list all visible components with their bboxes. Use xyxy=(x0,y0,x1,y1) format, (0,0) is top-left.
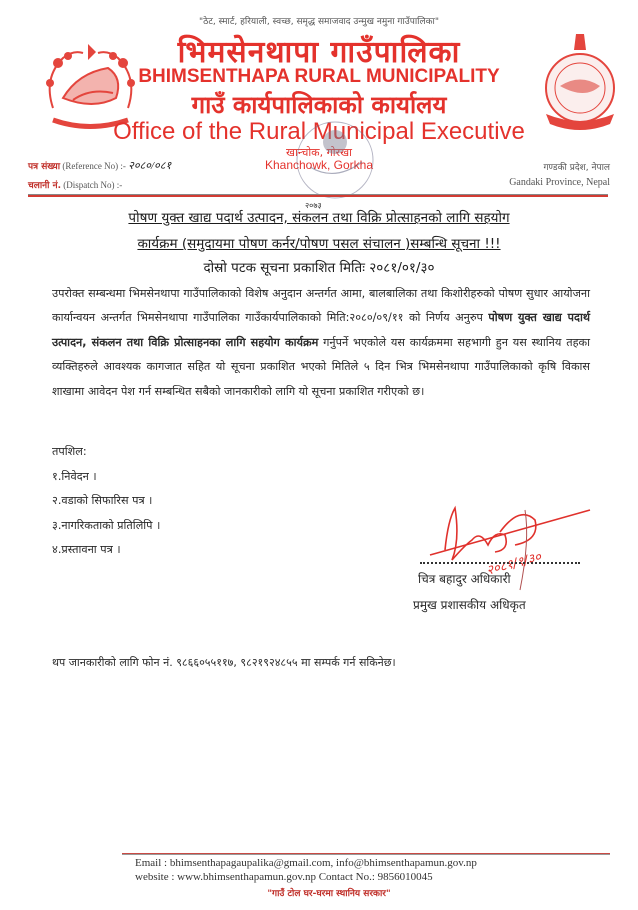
signatory-name: चित्र बहादुर अधिकारी xyxy=(418,572,511,586)
municipality-name-nepali: भिमसेनथापा गाउँपालिका xyxy=(177,35,461,70)
publish-date: दोस्रो पटक सूचना प्रकाशित मितिः २०८१/०१/३० xyxy=(203,260,435,276)
province-english: Gandaki Province, Nepal xyxy=(509,177,610,188)
municipality-name-english: BHIMSENTHAPA RURAL MUNICIPALITY xyxy=(138,66,500,87)
body-text-part-1: उपरोक्त सम्बन्धमा भिमसेनथापा गाउँपालिकाको विशेष अनुदान अन्तर्गत आमा, बालबालिका तथा किशोरीहरुको पोषण सुधार आयोजना कार्यान्वयन अन्तर्गत भिमसेनथापा गाउँपालिका गाउँकार्यपालिकाको मिति:२०८०/०९/११ को निर्णय अनुरुप xyxy=(52,287,590,325)
signature-line xyxy=(420,562,580,564)
notice-subject-line-2: कार्यक्रम (समुदायमा पोषण कर्नर/पोषण पसल संचालन )सम्बन्धि सूचना !!! xyxy=(137,236,501,252)
location-english: Khanchowk, Gorkha xyxy=(264,158,374,172)
document-item: ३.नागरिकताको प्रतिलिपि । xyxy=(52,518,161,532)
details-heading: तपशिल: xyxy=(52,445,87,458)
notice-body xyxy=(52,282,590,404)
contact-info: थप जानकारीको लागि फोन नं. ९८६६०५५११७, ९८२१९२४८५५ मा सम्पर्क गर्न सकिनेछ। xyxy=(52,656,396,669)
document-item: २.वडाको सिफारिस पत्र । xyxy=(52,494,153,507)
location-nepali: खान्चोक, गोरखा xyxy=(285,146,352,159)
body-text-part-2: गर्नुपर्ने भएकोले यस कार्यक्रममा सहभागी हुन यस स्थानिय तहका व्यक्तिहरुले आवश्यक कागजात सहित यो सूचना प्रकाशित भएको मितिले ५ दिन भित्र भिमसेनथापा गाउँपालिकाको कृषि विकास शाखामा आवेदन पेश गर्न सम्बन्धित सबैको जानकारीको लागि यो सूचना प्रकाशित गरीएको छ। xyxy=(52,335,590,398)
reference-label-nepali: पत्र संख्या xyxy=(28,162,61,172)
body-text-bold: पोषण युक्त खाद्य पदार्थ उत्पादन, संकलन तथा विक्रि प्रोत्साहनका लागि सहयोग कार्यक्रम xyxy=(52,311,591,349)
signature-date: २०८१/१/३० xyxy=(484,549,543,579)
office-name-english: Office of the Rural Municipal Executive xyxy=(113,118,525,145)
footer-divider xyxy=(122,853,610,855)
reference-number xyxy=(28,158,171,173)
established-year: २०७३ xyxy=(305,201,322,210)
office-name-nepali: गाउँ कार्यपालिकाको कार्यालय xyxy=(191,91,447,119)
footer-slogan: "गाउँ टोल घर-घरमा स्थानिय सरकार" xyxy=(267,889,391,899)
required-documents xyxy=(52,440,160,563)
province-nepali: गण्डकी प्रदेश, नेपाल xyxy=(543,163,610,173)
header-divider xyxy=(28,194,608,197)
dispatch-label-english: (Dispatch No) :- xyxy=(63,180,123,190)
footer-website: website : www.bhimsenthapamun.gov.np Contact No.: 9856010045 xyxy=(135,871,433,883)
dispatch-label-nepali: चलानी नं. xyxy=(28,181,62,191)
signatory-title: प्रमुख प्रशासकीय अधिकृत xyxy=(413,598,526,612)
notice-subject-line-1: पोषण युक्त खाद्य पदार्थ उत्पादन, संकलन तथा विक्रि प्रोत्साहनको लागि सहयोग xyxy=(128,210,510,226)
office-stamp xyxy=(290,112,380,207)
document-item: ४.प्रस्तावना पत्र । xyxy=(52,543,121,556)
reference-value: २०८०/०८१ xyxy=(128,160,172,172)
document-item: १.निवेदन । xyxy=(52,469,97,483)
motto-tagline: "ठेट, स्मार्ट, हरियाली, स्वच्छ, समृद्ध समाजवाद उन्मुख नमुना गाउँपालिका" xyxy=(199,17,439,27)
dispatch-number xyxy=(28,178,122,191)
reference-label-english: (Reference No) :- xyxy=(62,161,126,171)
footer-email: Email : bhimsenthapagaupalika@gmail.com, info@bhimsenthapamun.gov.np xyxy=(135,857,477,869)
